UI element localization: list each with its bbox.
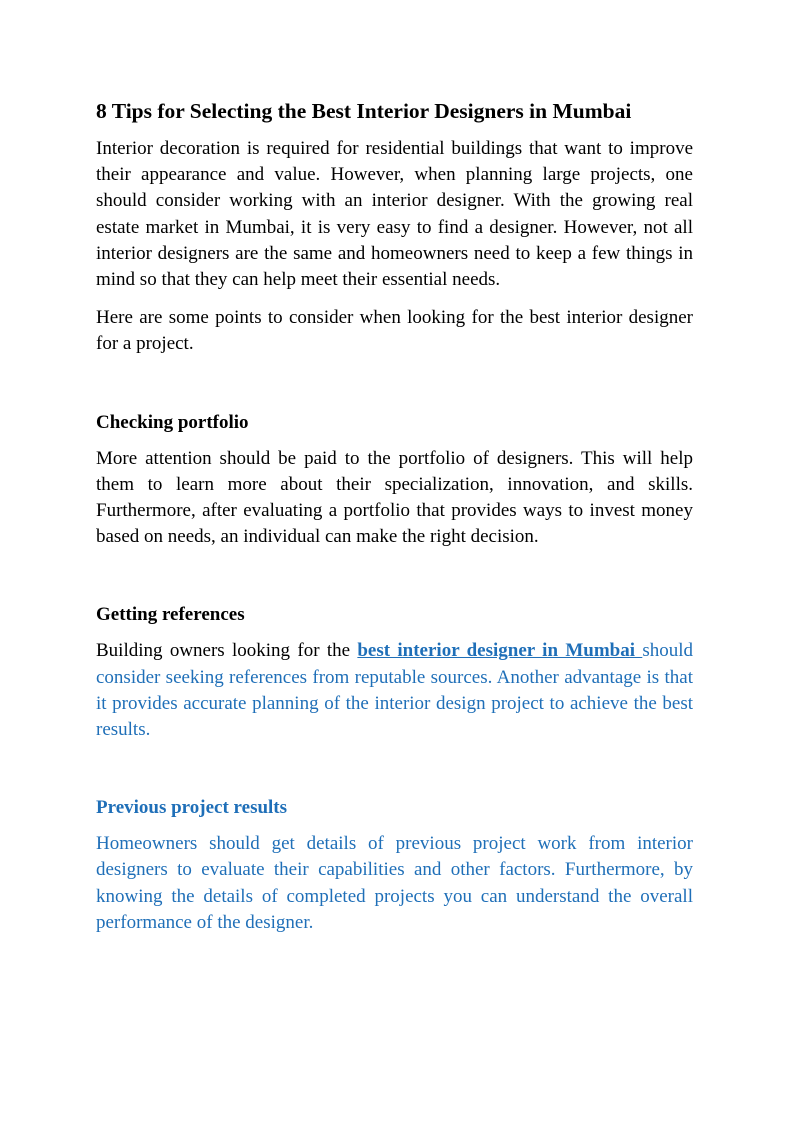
section-body-previous-results: Homeowners should get details of previous project work from interior designers to evaluate their capabilities and other factors. Furthermore, by knowing the details of completed projects you can understand the overall performance of the designer. — [96, 833, 693, 933]
section-heading-previous-results: Previous project results — [96, 797, 288, 819]
intro-paragraph-1: Interior decoration is required for residential buildings that want to improve their appearance and value. However, when planning large projects, one should consider working with an interior designer. With the growing real estate market in Mumbai, it is very easy to find a designer. However, not all interior designers are the same and homeowners need to keep a few things in mind so that they can help meet their essential needs. — [96, 138, 693, 291]
section-body-references — [96, 638, 693, 743]
section-heading-references: Getting references — [96, 604, 245, 626]
best-interior-designer-link[interactable]: best interior designer in Mumbai — [357, 640, 643, 662]
document-page — [96, 96, 693, 936]
references-text-before-link: Building owners looking for the — [96, 640, 358, 662]
intro-paragraph-2: Here are some points to consider when looking for the best interior designer for a project. — [96, 307, 693, 355]
page-title: 8 Tips for Selecting the Best Interior Designers in Mumbai — [96, 99, 632, 123]
section-body-portfolio: More attention should be paid to the portfolio of designers. This will help them to learn more about their specialization, innovation, and skills. Furthermore, after evaluating a portfolio that provides ways to invest money based on needs, an individual can make the right decision. — [96, 447, 693, 548]
references-text-after-link: should consider seeking references from reputable sources. Another advantage is that it provides accurate planning of the interior design project to achieve the best results. — [96, 640, 693, 741]
section-heading-portfolio: Checking portfolio — [96, 411, 249, 433]
